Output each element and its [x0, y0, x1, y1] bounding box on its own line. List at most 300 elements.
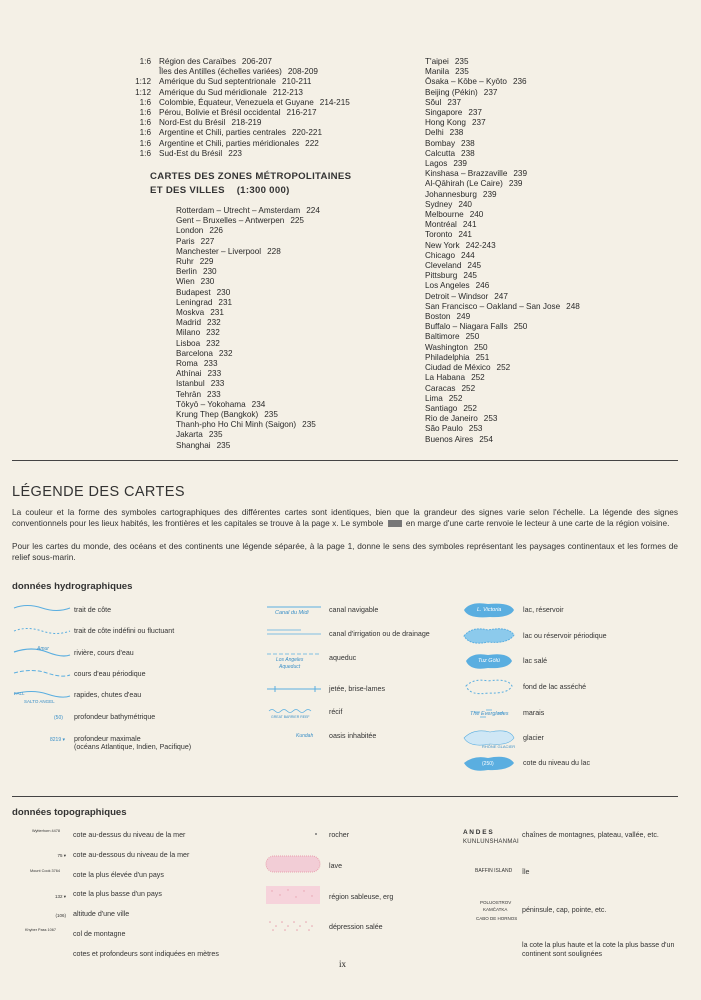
hydro-label-periodic-lake: lac ou réservoir périodique [523, 632, 607, 640]
city-entry [425, 302, 580, 312]
city-name: Philadelphia [425, 352, 470, 362]
topo-label-lowest: cote la plus basse d'un pays [73, 890, 162, 898]
salt-depression-symbol [269, 921, 313, 931]
city-entry [176, 339, 320, 349]
topo-label-units: cotes et profondeurs sont indiquées en mètres [73, 950, 219, 958]
city-page: 231 [218, 297, 233, 307]
glacier-sample-label: RHÔNE GLACIER [482, 744, 516, 749]
city-entry [425, 394, 580, 404]
city-name: T'aipei [425, 57, 449, 66]
city-name: Lisboa [176, 338, 201, 348]
city-page: 238 [461, 148, 475, 158]
map-title: Sud-Est du Brésil [159, 148, 223, 158]
map-title: Argentine et Chili, parties centrales [159, 128, 286, 138]
city-page: 241 [458, 230, 472, 240]
divider-top [12, 460, 678, 461]
city-name: Rio de Janeiro [425, 414, 478, 424]
city-page: 230 [200, 277, 215, 287]
hydro-label-max-depth: profondeur maximale [74, 735, 141, 743]
river-sample-label: Amur [37, 646, 49, 652]
map-scale [118, 67, 159, 77]
max-depth-sample-label: 8219 ▾ [50, 737, 66, 743]
highest-point-sample: Mount Cook 3764 [30, 869, 60, 873]
map-title: Pérou, Bolivie et Brésil occidental [159, 108, 281, 118]
coastline-symbol [14, 606, 70, 611]
city-entry [176, 441, 320, 451]
topo-label-peninsula: péninsule, cap, pointe, etc. [522, 906, 607, 914]
canal-sample-label: Canal du Midi [275, 610, 309, 616]
regional-map-entry [118, 149, 350, 159]
city-page: 242-243 [465, 240, 496, 250]
city-entry [425, 159, 580, 169]
city-entry [425, 98, 580, 108]
city-page: 235 [264, 410, 278, 420]
map-pages: 223 [228, 148, 242, 158]
legend-paragraph-2: Pour les cartes du monde, des océans et des continents une légende séparée, à la page 1, donne le sens des symboles représentant les paysages continentaux et les formes de relief sous-marin. [12, 541, 678, 562]
city-name: Washington [425, 342, 468, 352]
city-page: 249 [456, 312, 471, 322]
city-name: San Francisco – Oakland – San Jose [425, 301, 561, 311]
city-name: Leningrad [176, 297, 213, 307]
city-page: 252 [448, 393, 463, 403]
city-page: 250 [465, 332, 480, 342]
city-page: 235 [455, 67, 469, 77]
city-entry [425, 281, 580, 291]
city-entry [425, 373, 580, 383]
city-page: 251 [475, 352, 490, 362]
baffin-sample: BAFFIN ISLAND [475, 868, 513, 874]
city-entry [176, 410, 320, 420]
zones-title-line1: CARTES DES ZONES MÉTROPOLITAINES [150, 171, 352, 182]
city-entry [425, 67, 580, 77]
city-entry [176, 298, 320, 308]
city-page: 232 [218, 348, 233, 358]
city-page: 240 [458, 199, 472, 209]
lava-symbol [266, 856, 320, 872]
city-name: Rotterdam – Utrecht – Amsterdam [176, 206, 301, 215]
hydro-label-rapids: rapides, chutes d'eau [74, 691, 142, 699]
city-entry [425, 384, 580, 394]
hydro-label-aqueduct: aqueduc [329, 654, 357, 662]
city-page: 235 [454, 57, 469, 66]
city-name: Roma [176, 359, 198, 369]
regional-map-entry [118, 139, 350, 149]
city-page: 247 [494, 291, 508, 301]
city-entry [425, 363, 580, 373]
city-entry [425, 292, 580, 302]
hydro-label-indefinite-coastline: trait de côte indéfini ou fluctuant [74, 627, 175, 635]
lake-level-sample-label: (250) [482, 761, 494, 767]
city-entry [425, 118, 580, 128]
city-page: 230 [216, 287, 231, 297]
city-page: 234 [251, 399, 266, 409]
city-page: 235 [216, 440, 231, 450]
indefinite-coastline-symbol [14, 629, 70, 634]
city-page: 224 [306, 206, 320, 215]
city-name: Ruhr [176, 257, 194, 267]
city-entry [176, 288, 320, 298]
map-scale: 1:6 [139, 108, 151, 118]
neighbour-map-icon [388, 520, 402, 527]
city-name: Hong Kong [425, 118, 466, 128]
city-entry [425, 77, 580, 87]
city-entry [425, 261, 580, 271]
map-pages: 222 [305, 138, 319, 148]
topo-label-sand: région sableuse, erg [329, 893, 394, 901]
map-scale: 1:6 [139, 138, 151, 148]
city-entry [425, 424, 580, 434]
city-entry [425, 332, 580, 342]
city-name: São Paulo [425, 424, 463, 434]
periodic-river-symbol [14, 671, 70, 677]
city-name: Wien [176, 277, 195, 287]
city-name: Berlin [176, 267, 197, 277]
city-page: 235 [208, 430, 223, 440]
city-name: Kinshasa – Brazzaville [425, 169, 508, 179]
city-page: 238 [461, 138, 475, 148]
regional-map-entry [118, 118, 350, 128]
legend-paragraph-1 [12, 507, 678, 529]
city-page: 239 [508, 179, 523, 189]
city-entry [176, 277, 320, 287]
city-entry [176, 379, 320, 389]
city-page: 237 [468, 108, 482, 118]
city-entry [425, 353, 580, 363]
city-entry [176, 226, 320, 236]
andes-sample: A N D E S [463, 829, 493, 836]
city-entry [425, 251, 580, 261]
regional-map-entry [118, 57, 350, 67]
city-name: Detroit – Windsor [425, 291, 489, 301]
regional-map-entry [118, 88, 350, 98]
regional-map-entry [118, 77, 350, 87]
city-name: Milano [176, 328, 201, 338]
topo-label-continent-extremes: la cote la plus haute et la cote la plus basse d'un continent sont soulignées [522, 941, 675, 958]
regional-map-entry [118, 128, 350, 138]
city-entry [425, 414, 580, 424]
hydro-label-dry-lake: fond de lac asséché [523, 683, 587, 691]
zones-title-line2: ET DES VILLES [150, 185, 225, 196]
city-entry [425, 241, 580, 251]
regional-map-entry [118, 108, 350, 118]
topo-label-island: île [522, 868, 530, 876]
below-sea-sample: 75 ▾ [57, 853, 66, 858]
lake-sample-label: L. Victoria [477, 607, 502, 613]
city-name: Baltimore [425, 332, 460, 342]
city-name: Singapore [425, 108, 463, 118]
city-name: Manila [425, 67, 450, 77]
city-name: Ōsaka – Kōbe – Kyōto [425, 77, 507, 87]
city-page: 237 [471, 118, 486, 128]
cities-left-list [176, 206, 320, 451]
city-entry [425, 169, 580, 179]
city-entry [176, 318, 320, 328]
map-pages: 206-207 [241, 57, 272, 66]
hydro-label-oasis: oasis inhabitée [329, 732, 377, 740]
city-page: 237 [483, 87, 498, 97]
city-entry [176, 308, 320, 318]
city-entry [425, 435, 580, 445]
city-entry [176, 349, 320, 359]
map-scale: 1:6 [139, 97, 151, 107]
map-pages: 208-209 [287, 67, 318, 77]
topo-label-lava: lave [329, 862, 343, 870]
hydro-label-lake-level: cote du niveau du lac [523, 759, 591, 767]
city-page: 236 [512, 77, 527, 87]
topo-symbols-col2 [262, 828, 324, 940]
city-name: Gent – Bruxelles – Antwerpen [176, 216, 285, 226]
oasis-sample-label: Kundah [296, 733, 314, 739]
city-name: Beijing (Pékin) [425, 87, 478, 97]
city-page: 232 [206, 328, 220, 338]
city-name: Santiago [425, 403, 458, 413]
city-entry [425, 271, 580, 281]
city-name: Krung Thep (Bangkok) [176, 410, 259, 420]
city-page: 237 [447, 97, 462, 107]
city-name: Sŏul [425, 97, 442, 107]
city-name: Melbourne [425, 210, 464, 220]
topo-label-above-sea: cote au-dessus du niveau de la mer [73, 831, 186, 839]
city-page: 253 [468, 424, 483, 434]
hydro-label-jetty: jetée, brise-lames [329, 685, 385, 693]
kamchatka-sample-1: POLUOSTROV [480, 900, 512, 905]
hydro-label-irrigation: canal d'irrigation ou de drainage [329, 630, 430, 638]
city-name: Pittsburg [425, 271, 458, 281]
salt-lake-sample-label: Tuz Gölü [478, 658, 500, 664]
city-entry [425, 128, 580, 138]
map-pages: 212-213 [272, 87, 303, 97]
city-page: 228 [267, 246, 281, 256]
city-name: Cleveland [425, 261, 462, 271]
city-page: 241 [462, 220, 477, 230]
city-name: Delhi [425, 128, 444, 138]
city-name: Madrid [176, 318, 202, 328]
city-entry [176, 359, 320, 369]
hydro-label-canal: canal navigable [329, 606, 379, 614]
page-number: ix [339, 959, 347, 969]
city-name: Al-Qāhirah (Le Caire) [425, 179, 503, 189]
sand-symbol [266, 886, 320, 904]
legend-para1-a: La couleur et la forme des symboles cartographiques des différentes cartes sont identiques, bien que la grandeur des signes varie selon l'échelle. La légende des signes conventionnels pour les lieux habités, les frontières et les capitales se trouve à la page x. Le symbole [12, 507, 678, 528]
reef-sample-label: GREAT BARRIER REEF [271, 715, 310, 719]
map-title: Région des Caraïbes [159, 57, 236, 66]
zones-scale: (1:300 000) [236, 185, 290, 196]
city-page: 233 [207, 389, 221, 399]
cape-horn-sample: CABO DE HORNOS [476, 916, 518, 921]
city-page: 252 [463, 403, 477, 413]
topo-label-below-sea: cote au-dessous du niveau de la mer [73, 851, 190, 859]
map-pages: 220-221 [291, 128, 323, 138]
city-name: Moskva [176, 308, 205, 318]
city-name: Barcelona [176, 348, 213, 358]
topo-title: données topographiques [12, 807, 127, 818]
city-page: 248 [566, 301, 580, 311]
city-name: Lima [425, 393, 443, 403]
legend-title: LÉGENDE DES CARTES [12, 484, 185, 500]
city-page: 233 [207, 369, 222, 379]
city-entry [425, 149, 580, 159]
city-name: Thanh-pho Ho Chi Minh (Saigon) [176, 420, 297, 430]
city-name: Athínai [176, 369, 202, 379]
city-page: 233 [210, 379, 225, 389]
city-entry [176, 247, 320, 257]
map-scale: 1:6 [139, 57, 151, 66]
city-name: Istanbul [176, 379, 205, 389]
topo-label-city-altitude: altitude d'une ville [73, 910, 130, 918]
city-entry [425, 190, 580, 200]
topo-label-pass: col de montagne [73, 930, 126, 938]
map-pages: 218-219 [231, 118, 262, 128]
city-entry [425, 139, 580, 149]
city-page: 232 [206, 338, 220, 348]
city-name: Sydney [425, 199, 453, 209]
topo-label-mountain-range: chaînes de montagnes, plateau, vallée, etc. [522, 831, 659, 839]
city-entry [176, 267, 320, 277]
hydro-label-marsh: marais [523, 709, 545, 717]
city-entry [425, 312, 580, 322]
city-entry [425, 57, 580, 67]
regional-map-entry [118, 67, 350, 77]
city-name: Manchester – Liverpool [176, 246, 262, 256]
map-title: Colombie, Équateur, Venezuela et Guyane [159, 97, 314, 107]
city-entry [176, 369, 320, 379]
map-pages: 210-211 [281, 77, 312, 87]
city-entry [425, 108, 580, 118]
city-page: 233 [203, 359, 218, 369]
city-name: Boston [425, 312, 451, 322]
map-scale: 1:6 [139, 118, 151, 128]
city-entry [425, 210, 580, 220]
rock-symbol [315, 833, 317, 835]
hydro-label-coastline: trait de côte [74, 606, 112, 614]
city-page: 229 [199, 257, 214, 267]
city-name: Jakarta [176, 430, 203, 440]
hydro-title: données hydrographiques [12, 581, 133, 592]
city-name: Ciudad de México [425, 363, 491, 373]
city-page: 239 [482, 189, 497, 199]
city-entry [176, 237, 320, 247]
kunlun-sample: KUNLUNSHANMAI [463, 839, 519, 845]
city-name: Calcutta [425, 148, 456, 158]
aqueduct-sample-label-2: Aqueduct [279, 664, 301, 670]
city-entry [425, 220, 580, 230]
hydro-label-oceans: (océans Atlantique, Indien, Pacifique) [74, 743, 192, 751]
city-name: Bombay [425, 138, 456, 148]
city-name: Tōkyō – Yokohama [176, 399, 246, 409]
map-scale: 1:6 [139, 148, 151, 158]
falls-sample-label-2: SALTO ANGEL [24, 699, 55, 704]
city-name: Chicago [425, 250, 456, 260]
map-pages: 214-215 [319, 97, 350, 107]
city-name: Lagos [425, 159, 448, 169]
city-entry [425, 230, 580, 240]
city-name: Buffalo – Niagara Falls [425, 322, 508, 332]
city-page: 231 [210, 308, 224, 318]
map-scale: 1:12 [135, 87, 151, 97]
city-page: 225 [290, 216, 304, 226]
city-page: 230 [202, 267, 217, 277]
map-scale: 1:6 [139, 128, 151, 138]
city-page: 252 [461, 383, 476, 393]
city-entry [176, 400, 320, 410]
regional-map-entry [118, 98, 350, 108]
spot-height-sample: Wytterhorn 4478 [31, 829, 60, 833]
city-page: 245 [463, 271, 477, 281]
city-page: 240 [469, 210, 484, 220]
city-name: Budapest [176, 287, 211, 297]
city-entry [425, 200, 580, 210]
map-scale: 1:12 [135, 77, 151, 87]
city-entry [176, 257, 320, 267]
city-page: 226 [209, 226, 223, 236]
city-page: 227 [200, 236, 215, 246]
topo-label-rock: rocher [329, 831, 350, 839]
map-title: Amérique du Sud méridionale [159, 87, 267, 97]
city-page: 254 [479, 434, 493, 444]
city-name: Buenos Aires [425, 434, 474, 444]
city-name: Shanghai [176, 440, 211, 450]
city-entry [176, 328, 320, 338]
city-name: Johannesburg [425, 189, 477, 199]
map-title: Amérique du Sud septentrionale [159, 77, 276, 87]
city-entry [425, 88, 580, 98]
city-name: London [176, 226, 204, 236]
map-title: Nord-Est du Brésil [159, 118, 226, 128]
hydro-label-reef: récif [329, 708, 343, 716]
city-page: 239 [453, 159, 467, 169]
city-entry [176, 390, 320, 400]
map-title: Îles des Antilles (échelles variées) [159, 67, 282, 77]
city-page: 239 [513, 169, 528, 179]
pass-sample: Khyber Pass 1067 [24, 928, 56, 932]
city-page: 252 [496, 363, 511, 373]
city-entry [425, 343, 580, 353]
zones-title [150, 170, 351, 198]
marsh-sample-label: The Everglades [470, 711, 509, 717]
city-page: 250 [473, 342, 488, 352]
dry-lake-symbol [466, 680, 512, 694]
city-entry [176, 430, 320, 440]
divider-middle [12, 796, 678, 797]
city-entry [425, 404, 580, 414]
city-name: Tehrān [176, 389, 202, 399]
city-entry [425, 179, 580, 189]
city-name: Caracas [425, 383, 456, 393]
lowest-point-sample: 132 ▾ [54, 894, 66, 899]
legend-para1-b: en marge d'une carte renvoie le lecteur à une carte de la région voisine. [405, 518, 670, 528]
topo-label-salt-depression: dépression salée [329, 923, 383, 931]
city-page: 235 [302, 420, 316, 430]
hydro-label-bathymetric: profondeur bathymétrique [74, 713, 156, 721]
map-pages: 216-217 [286, 108, 317, 118]
city-name: Toronto [425, 230, 453, 240]
hydro-label-periodic-river: cours d'eau périodique [74, 670, 146, 678]
regional-maps-list [118, 57, 350, 159]
city-name: Los Angeles [425, 281, 470, 291]
city-page: 238 [449, 128, 464, 138]
aqueduct-sample-label-1: Los Angeles [276, 657, 304, 663]
city-page: 244 [461, 250, 475, 260]
city-page: 253 [483, 414, 498, 424]
city-page: 232 [207, 318, 221, 328]
hydro-label-lake: lac, réservoir [523, 606, 564, 614]
city-name: Montréal [425, 220, 457, 230]
hydro-label-salt-lake: lac salé [523, 657, 548, 665]
map-title: Argentine et Chili, parties méridionales [159, 138, 300, 148]
city-page: 250 [513, 322, 528, 332]
topo-label-highest: cote la plus élevée d'un pays [73, 871, 164, 879]
bathymetric-sample-label: (50) [54, 715, 63, 721]
